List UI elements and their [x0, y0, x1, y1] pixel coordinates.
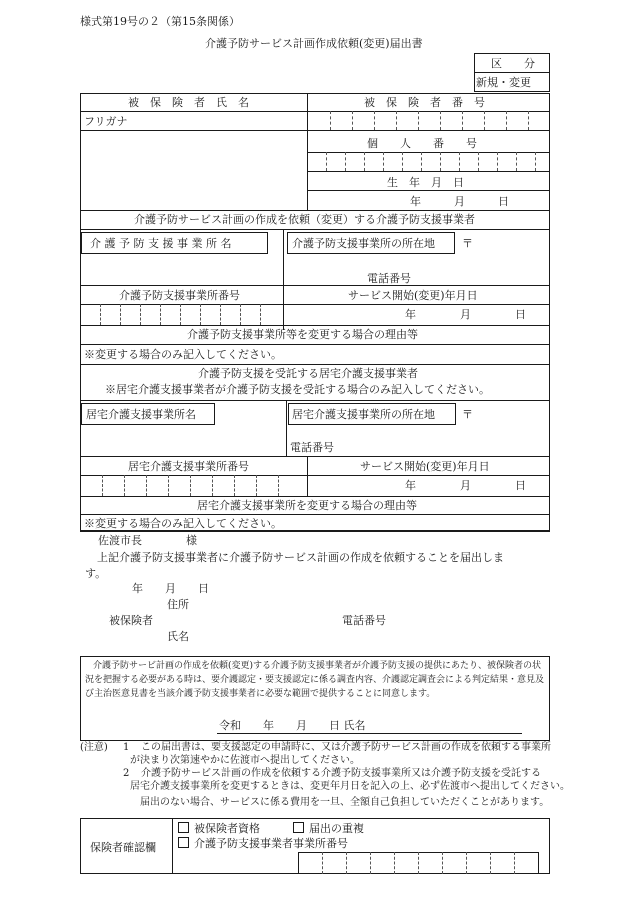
support-office-location-label: 介護予防支援事業所の所在地	[292, 237, 435, 250]
support-phone-label: 電話番号	[367, 272, 411, 285]
care-provider-section-note: ※居宅介護支援事業者が介護予防支援を受託する場合のみ記入してください。	[105, 383, 490, 396]
declaration-phone-label: 電話番号	[342, 614, 386, 627]
declaration-address-label: 住所	[167, 598, 189, 611]
notes-item1-cont: が決まり次第速やかに佐渡市へ提出してください。	[130, 755, 360, 766]
notes-item3: 届出のない場合、サービスに係る費用を一旦、全額自己負担していただくことがあります。	[140, 797, 550, 808]
support-provider-section-header: 介護予防サービス計画の作成を依頼（変更）する介護予防支援事業者	[134, 213, 475, 226]
personal-number-field[interactable]	[308, 153, 549, 170]
notes-item1-number: 1	[123, 742, 130, 753]
care-start-date-field[interactable]: 年 月 日	[405, 479, 526, 492]
care-provider-section-header: 介護予防支援を受託する居宅介護支援事業者	[198, 367, 418, 380]
notes-item1: この届出書は、要支援認定の申請時に、又は介護予防サービス計画の作成を依頼する事業所	[141, 742, 551, 753]
personal-number-header: 個 人 番 号	[367, 137, 477, 150]
notes-item2: 介護予防サービス計画の作成を依頼する介護予防支援事業所又は介護予防支援を受託する	[141, 768, 541, 779]
support-start-date-label: サービス開始(変更)年月日	[348, 289, 478, 302]
check-support-office-number[interactable]: 介護予防支援事業者事業所番号	[178, 837, 348, 850]
care-change-reason-header: 居宅介護支援事業所を変更する場合の理由等	[197, 499, 417, 512]
category-header: 区 分	[491, 57, 535, 70]
insured-name-field[interactable]	[82, 131, 306, 209]
care-office-number-label: 居宅介護支援事業所番号	[128, 460, 249, 473]
declaration-body-cont: す。	[85, 567, 107, 580]
checkbox-icon[interactable]	[178, 837, 189, 848]
care-office-location-field[interactable]	[288, 427, 548, 439]
care-phone-label: 電話番号	[290, 441, 334, 454]
furigana-label: フリガナ	[84, 115, 128, 128]
support-change-reason-header: 介護予防支援事業所等を変更する場合の理由等	[187, 328, 418, 341]
check-insured-qualification[interactable]: 被保険者資格	[178, 822, 260, 835]
support-postal-mark: 〒	[462, 237, 473, 250]
declaration-addressee: 佐渡市長 様	[98, 534, 197, 547]
notes-item2-number: 2	[123, 768, 130, 779]
checkbox-icon[interactable]	[293, 822, 304, 833]
care-office-name-field[interactable]	[82, 427, 285, 455]
category-value[interactable]: 新規・変更	[476, 76, 531, 89]
check-duplicate-filing[interactable]: 届出の重複	[293, 822, 364, 835]
care-start-date-label: サービス開始(変更)年月日	[360, 460, 490, 473]
declaration-name-label: 氏名	[167, 630, 189, 643]
form-title: 介護予防サービス計画作成依頼(変更)届出書	[205, 37, 423, 50]
support-change-note[interactable]: ※変更する場合のみ記入してください。	[84, 348, 282, 361]
care-postal-mark: 〒	[462, 408, 473, 421]
birthdate-header: 生 年 月 日	[387, 176, 464, 189]
insurer-check-label: 保険者確認欄	[90, 841, 156, 854]
declaration-insured-label: 被保険者	[109, 614, 153, 627]
support-start-date-field[interactable]: 年 月 日	[405, 308, 526, 321]
notes-item2-cont: 居宅介護支援事業所を変更するときは、変更年月日を記入の上、必ず佐渡市へ提出してください。	[130, 781, 570, 792]
care-office-number-field[interactable]	[81, 476, 306, 495]
declaration-date[interactable]: 年 月 日	[132, 582, 209, 595]
checkbox-icon[interactable]	[178, 822, 189, 833]
consent-text: 介護予防サービ計画の作成を依頼(変更)する介護予防支援事業者が介護予防支援の提供にあたり、被保険者の状況を把握する必要がある時は、要介護認定・要支援認定に係る調査内容、介護認定調査会による判定結果・意見及び主治医意見書を当該介護予防支援事業者に必要な範囲で提供することに同意します。	[85, 661, 545, 699]
support-office-number-field[interactable]	[81, 305, 282, 324]
form-number: 様式第19号の２（第15条関係）	[80, 15, 240, 28]
care-office-location-label: 居宅介護支援事業所の所在地	[292, 408, 435, 421]
care-office-name-label: 居宅介護支援事業所名	[86, 408, 196, 421]
notes-label: (注意)	[80, 742, 108, 753]
support-office-location-field[interactable]	[286, 256, 548, 272]
declaration-body: 上記介護予防支援事業者に介護予防サービス計画の作成を依頼することを届出しま	[97, 551, 504, 564]
support-office-name-field[interactable]	[82, 256, 282, 284]
support-office-number-label: 介護予防支援事業所番号	[119, 289, 240, 302]
care-change-note[interactable]: ※変更する場合のみ記入してください。	[84, 517, 282, 530]
insured-number-header: 被 保 険 者 番 号	[364, 96, 485, 109]
birthdate-field[interactable]: 年 月 日	[410, 195, 509, 208]
support-office-name-label: 介 護 予 防 支 援 事 業 所 名	[90, 237, 232, 250]
insured-number-field[interactable]	[308, 112, 549, 129]
insured-name-header: 被 保 険 者 氏 名	[128, 96, 249, 109]
consent-signature-line[interactable]: 令和 年 月 日 氏名	[219, 719, 366, 732]
